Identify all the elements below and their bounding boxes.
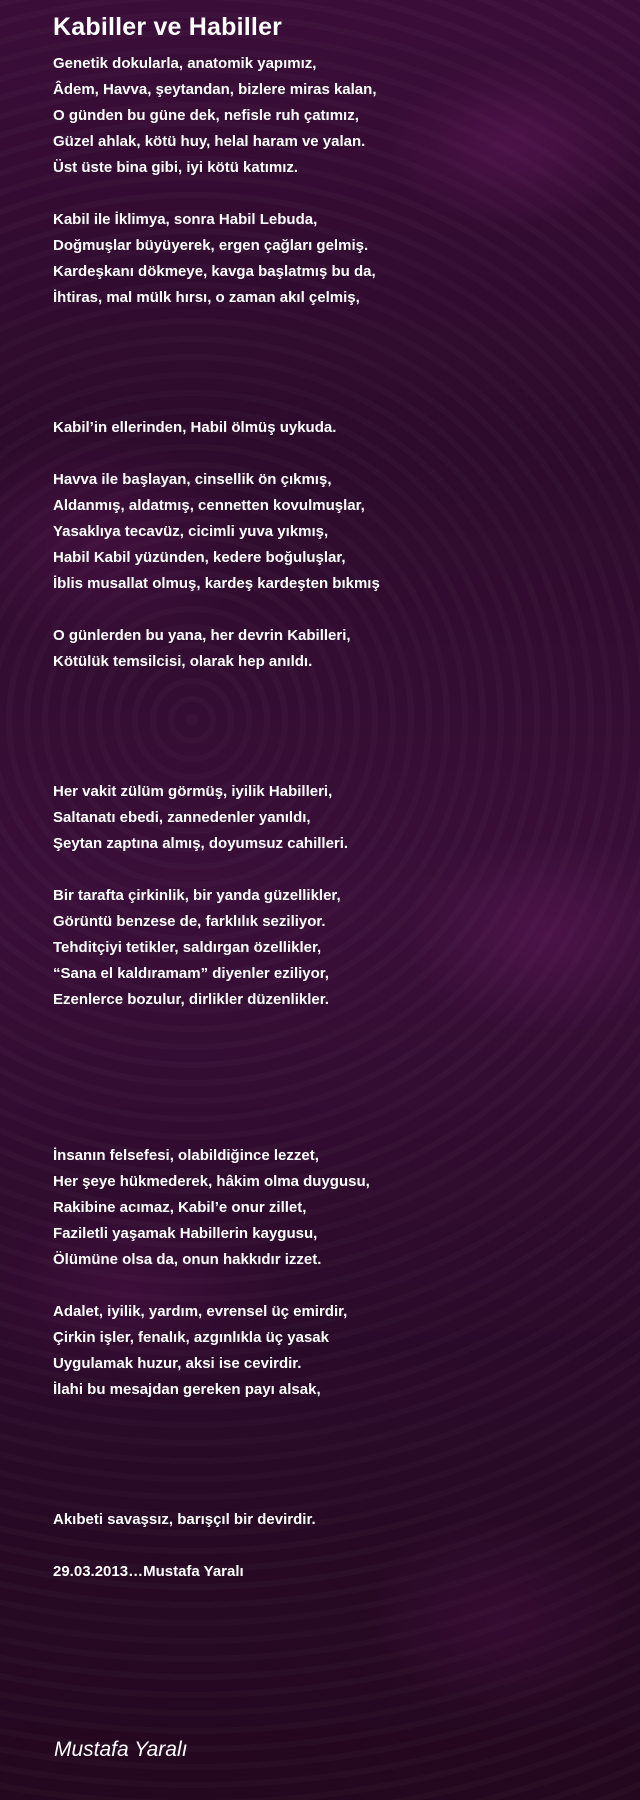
poem-blank-line (53, 1533, 613, 1559)
poem-line: Ezenlerce bozulur, dirlikler düzenlikler. (53, 991, 329, 1008)
poem-line: “Sana el kaldıramam” diyenler eziliyor, (53, 965, 329, 982)
poem-line: Her vakit zülüm görmüş, iyilik Habilleri, (53, 783, 333, 800)
poem-line: Âdem, Havva, şeytandan, bizlere miras kalan, (53, 81, 377, 98)
poem-line: Tehditçiyi tetikler, saldırgan özellikler, (53, 939, 322, 956)
poem-line: O günden bu güne dek, nefisle ruh çatımız, (53, 107, 359, 124)
poem-blank-line (53, 1403, 613, 1429)
poem-line: Uygulamak huzur, aksi ise cevirdir. (53, 1355, 302, 1372)
poem-line: Aldanmış, aldatmış, cennetten kovulmuşlar, (53, 497, 365, 514)
poem-blank-line (53, 701, 613, 727)
poem-line: Bir tarafta çirkinlik, bir yanda güzellikler, (53, 887, 341, 904)
poem-line: Çirkin işler, fenalık, azgınlıkla üç yasak (53, 1329, 329, 1346)
poem-blank-line (53, 1481, 613, 1507)
poem-line: Güzel ahlak, kötü huy, helal haram ve yalan. (53, 133, 366, 150)
poem-blank-line (53, 753, 613, 779)
poem-blank-line (53, 1273, 613, 1299)
poem-blank-line (53, 311, 613, 337)
poem-line: Her şeye hükmederek, hâkim olma duygusu, (53, 1173, 370, 1190)
poem-line: O günlerden bu yana, her devrin Kabilleri, (53, 627, 351, 644)
poem-blank-line (53, 1091, 613, 1117)
poem-title: Kabiller ve Habiller (53, 13, 283, 41)
poem-body (53, 51, 613, 1585)
poem-author: Mustafa Yaralı (54, 1738, 188, 1761)
poem-blank-line (53, 727, 613, 753)
poem-line: İhtiras, mal mülk hırsı, o zaman akıl çelmiş, (53, 289, 360, 306)
poem-line: Genetik dokularla, anatomik yapımız, (53, 55, 317, 72)
poem-blank-line (53, 441, 613, 467)
poem-line: Kabil’in ellerinden, Habil ölmüş uykuda. (53, 419, 337, 436)
poem-line: Faziletli yaşamak Habillerin kaygusu, (53, 1225, 318, 1242)
poem-blank-line (53, 1455, 613, 1481)
poem-line: Şeytan zaptına almış, doyumsuz cahilleri. (53, 835, 349, 852)
poem-line: Görüntü benzese de, farklılık seziliyor. (53, 913, 326, 930)
poem-line: İnsanın felsefesi, olabildiğince lezzet, (53, 1147, 319, 1164)
poem-blank-line (53, 857, 613, 883)
poem-blank-line (53, 363, 613, 389)
poem-blank-line (53, 1065, 613, 1091)
poem-blank-line (53, 389, 613, 415)
poem-line: Habil Kabil yüzünden, kedere boğuluşlar, (53, 549, 346, 566)
poem-line: Kabil ile İklimya, sonra Habil Lebuda, (53, 211, 318, 228)
poem-line: Adalet, iyilik, yardım, evrensel üç emirdir, (53, 1303, 348, 1320)
poem-blank-line (53, 1039, 613, 1065)
poem-blank-line (53, 337, 613, 363)
poem-blank-line (53, 181, 613, 207)
poem-line: Havva ile başlayan, cinsellik ön çıkmış, (53, 471, 332, 488)
poem-blank-line (53, 1429, 613, 1455)
poem-blank-line (53, 597, 613, 623)
poem-blank-line (53, 675, 613, 701)
poem-line: Kötülük temsilcisi, olarak hep anıldı. (53, 653, 313, 670)
poem-line: Akıbeti savaşsız, barışçıl bir devirdir. (53, 1511, 316, 1528)
poem-line: 29.03.2013…Mustafa Yaralı (53, 1563, 244, 1580)
poem-line: Üst üste bina gibi, iyi kötü katımız. (53, 159, 299, 176)
poem-line: Ölümüne olsa da, onun hakkıdır izzet. (53, 1251, 322, 1268)
poem-line: İlahi bu mesajdan gereken payı alsak, (53, 1381, 321, 1398)
poem-line: İblis musallat olmuş, kardeş kardeşten bıkmış (53, 575, 380, 592)
poem-line: Saltanatı ebedi, zannedenler yanıldı, (53, 809, 311, 826)
poem-blank-line (53, 1117, 613, 1143)
poem-line: Kardeşkanı dökmeye, kavga başlatmış bu da, (53, 263, 376, 280)
poem-line: Rakibine acımaz, Kabil’e onur zillet, (53, 1199, 307, 1216)
poem-line: Doğmuşlar büyüyerek, ergen çağları gelmiş. (53, 237, 369, 254)
poem-line: Yasaklıya tecavüz, cicimli yuva yıkmış, (53, 523, 329, 540)
poem-blank-line (53, 1013, 613, 1039)
